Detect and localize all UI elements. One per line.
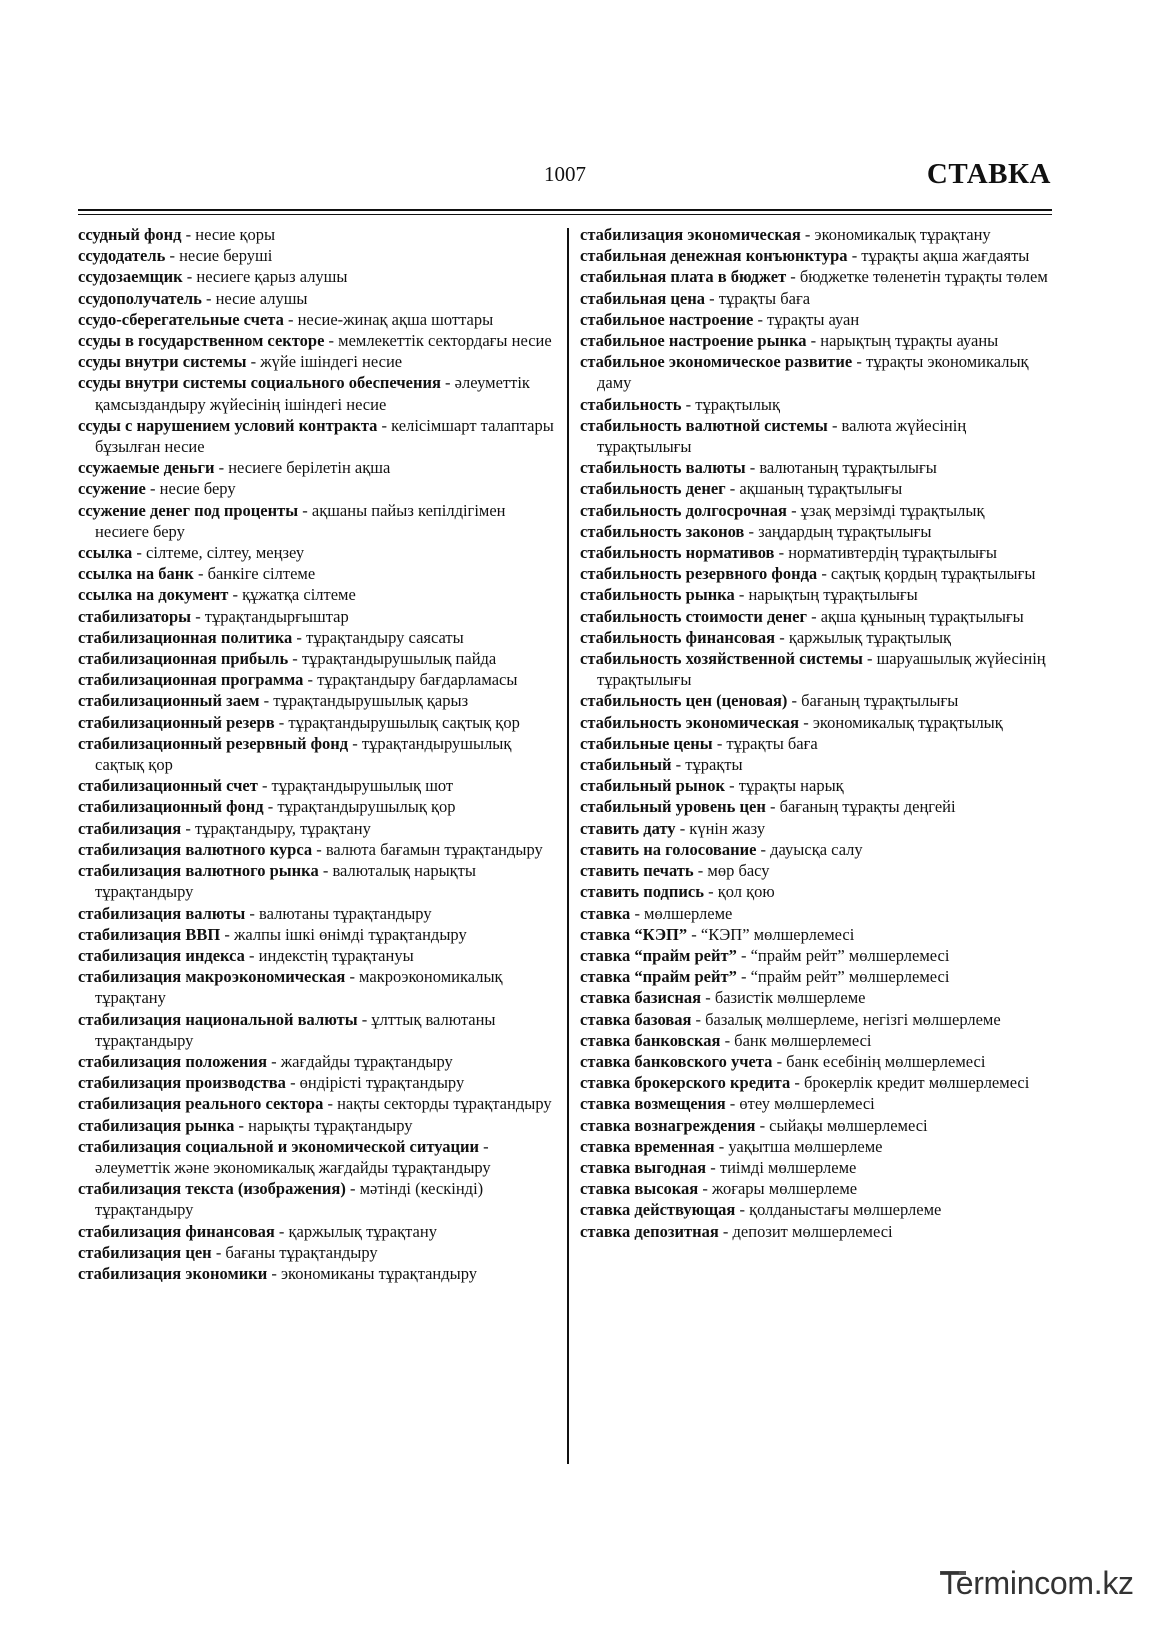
entry-term: ставить подпись	[580, 882, 704, 902]
entry-translation: - брокерлік кредит мөлшерлемесі	[790, 1073, 1030, 1093]
entry-term: ссылка на банк	[78, 564, 194, 584]
entry-translation: - несие беру	[145, 479, 236, 499]
entry-translation: - валютаны тұрақтандыру	[245, 903, 432, 923]
dictionary-entry	[580, 1157, 1058, 1178]
entry-translation: - ақшаның тұрақтылығы	[725, 479, 903, 499]
dictionary-entry	[580, 987, 1058, 1008]
dictionary-entry	[78, 1115, 558, 1136]
entry-translation: - қаржылық тұрақтылық	[775, 627, 952, 647]
dictionary-entry	[580, 563, 1058, 584]
dictionary-entry	[580, 733, 1058, 754]
entry-term: стабильность рынка	[580, 585, 735, 605]
entry-translation: - жоғары мөлшерлеме	[698, 1179, 858, 1199]
entry-translation: - ақшаны пайыз кепілдігімен несиеге беру	[95, 500, 506, 541]
entry-translation: - ақша құнының тұрақтылығы	[806, 606, 1024, 626]
entry-term: стабилизационный резерв	[78, 712, 275, 732]
entry-term: стабильность хозяйственной системы	[580, 649, 863, 669]
dictionary-entry	[580, 966, 1058, 987]
entry-translation: - “прайм рейт” мөлшерлемесі	[736, 967, 950, 987]
entry-translation: - мөр басу	[693, 861, 770, 881]
dictionary-entry	[580, 500, 1058, 521]
dictionary-entry	[78, 818, 558, 839]
entry-term: ставка депозитная	[580, 1221, 719, 1241]
dictionary-entry	[78, 903, 558, 924]
entry-translation: - өтеу мөлшерлемесі	[725, 1094, 875, 1114]
entry-translation: - валюта жүйесінің тұрақтылығы	[597, 415, 967, 457]
entry-translation: - заңдардың тұрақтылығы	[744, 521, 932, 541]
entry-translation: - тұрақтандырушылық шот	[257, 776, 454, 796]
entry-term: ссужение денег под проценты	[78, 500, 299, 520]
dictionary-entry	[580, 1072, 1058, 1093]
entry-term: стабилизационный заем	[78, 691, 260, 711]
entry-term: стабилизация	[78, 818, 182, 838]
entry-term: ставка “прайм рейт”	[580, 945, 737, 965]
entry-translation: - валюталық нарықты тұрақтандыру	[95, 861, 476, 902]
entry-translation: - күнін жазу	[675, 818, 766, 838]
dictionary-entry	[78, 648, 558, 669]
entry-term: стабилизационная прибыль	[78, 649, 289, 669]
entry-term: стабильная цена	[580, 288, 706, 308]
dictionary-entry	[78, 1072, 558, 1093]
dictionary-entry	[580, 457, 1058, 478]
entry-term: ставить на голосование	[580, 839, 757, 859]
entry-term: стабилизация ВВП	[78, 924, 221, 944]
entry-translation: - банк есебінің мөлшерлемесі	[772, 1051, 986, 1071]
entry-translation: - тұрақты нарық	[724, 776, 844, 796]
entry-term: ссудополучатель	[78, 288, 202, 308]
dictionary-entry	[78, 372, 558, 414]
dictionary-entry	[78, 1263, 558, 1284]
entry-term: стабилизация текста (изображения)	[78, 1179, 346, 1199]
entry-term: стабильность валюты	[580, 458, 746, 478]
dictionary-entry	[580, 224, 1058, 245]
entry-term: ставить дату	[580, 818, 676, 838]
entry-translation: - тұрақтандыру саясаты	[292, 627, 464, 647]
entry-term: ссылка на документ	[78, 585, 229, 605]
entry-translation: - бағаны тұрақтандыру	[211, 1242, 378, 1262]
entry-term: ссуды в государственном секторе	[78, 331, 325, 351]
dictionary-entry	[78, 245, 558, 266]
entry-translation: - валюта бағамын тұрақтандыру	[312, 839, 543, 859]
entry-translation: - базалық мөлшерлеме, негізгі мөлшерлеме	[691, 1009, 1001, 1029]
dictionary-entry	[580, 394, 1058, 415]
entry-term: ставка	[580, 903, 631, 923]
entry-translation: - нақты секторды тұрақтандыру	[323, 1094, 552, 1114]
dictionary-entry	[580, 542, 1058, 563]
entry-translation: - экономикалық тұрақтану	[800, 225, 991, 244]
entry-translation: - келісімшарт талаптары бұзылған несие	[95, 415, 554, 457]
entry-term: ставка временная	[580, 1136, 715, 1156]
entry-translation: - тұрақты	[671, 755, 743, 775]
dictionary-entry	[78, 309, 558, 330]
entry-translation: - шаруашылық жүйесінің тұрақтылығы	[597, 649, 1046, 690]
dictionary-entry	[580, 839, 1058, 860]
entry-term: ссуды внутри системы социального обеспечения	[78, 373, 441, 393]
entry-translation: - валютаның тұрақтылығы	[745, 458, 937, 478]
entry-translation: - қол қою	[703, 882, 775, 902]
dictionary-entry	[78, 1242, 558, 1263]
entry-term: ставка возмещения	[580, 1094, 726, 1114]
entry-term: стабилизационный счет	[78, 776, 258, 796]
entry-translation: - индекстің тұрақтануы	[244, 945, 414, 965]
dictionary-entry	[580, 266, 1058, 287]
entry-translation: - экономикалық тұрақтылық	[799, 712, 1003, 732]
entry-term: стабильная денежная конъюнктура	[580, 246, 848, 266]
entry-translation: - әлеуметтік және экономикалық жағдайды тұрақтандыру	[95, 1136, 491, 1177]
dictionary-entry	[580, 330, 1058, 351]
entry-translation: - несие-жинақ ақша шоттары	[283, 309, 494, 329]
entry-translation: - қаржылық тұрақтану	[274, 1221, 437, 1241]
entry-translation: - ұлттық валютаны тұрақтандыру	[95, 1009, 496, 1050]
entry-term: стабилизация экономическая	[580, 225, 801, 244]
entry-term: ссудозаемщик	[78, 267, 183, 287]
entry-translation: - сілтеме, сілтеу, меңзеу	[132, 543, 305, 563]
entry-translation: - несиеге берілетін ақша	[214, 458, 391, 478]
entry-translation: - тұрақтандырушылық пайда	[288, 649, 497, 669]
entry-translation: - тиімді мөлшерлеме	[706, 1157, 857, 1177]
entry-term: стабильный	[580, 755, 672, 775]
entry-translation: - банк мөлшерлемесі	[720, 1030, 872, 1050]
dictionary-entry	[580, 1136, 1058, 1157]
dictionary-entry	[78, 266, 558, 287]
entry-translation: - экономиканы тұрақтандыру	[267, 1263, 478, 1283]
entry-translation: - тұрақты экономикалық даму	[597, 352, 1029, 393]
header-rule	[78, 209, 1052, 211]
dictionary-entry	[78, 606, 558, 627]
entry-term: стабильность резервного фонда	[580, 564, 818, 584]
entry-translation: - нормативтердің тұрақтылығы	[774, 543, 997, 563]
entry-translation: - несие қоры	[181, 225, 276, 244]
entry-term: стабилизация национальной валюты	[78, 1009, 358, 1029]
entry-term: ссылка	[78, 543, 133, 563]
right-column	[580, 224, 1058, 1242]
entry-translation: - тұрақтандырушылық қарыз	[259, 691, 469, 711]
dictionary-entry	[580, 1093, 1058, 1114]
dictionary-entry	[580, 796, 1058, 817]
entry-term: стабилизация индекса	[78, 945, 245, 965]
entry-term: стабилизаторы	[78, 606, 192, 626]
dictionary-entry	[580, 415, 1058, 457]
entry-translation: - тұрақты баға	[712, 733, 818, 753]
dictionary-entry	[580, 1199, 1058, 1220]
dictionary-entry	[78, 563, 558, 584]
dictionary-entry	[580, 775, 1058, 796]
dictionary-entry	[580, 818, 1058, 839]
dictionary-entry	[580, 924, 1058, 945]
entry-term: стабильное настроение рынка	[580, 331, 807, 351]
dictionary-entry	[78, 669, 558, 690]
entry-term: стабильность стоимости денег	[580, 606, 807, 626]
column-divider	[567, 228, 569, 1464]
dictionary-entry	[78, 712, 558, 733]
dictionary-entry	[580, 627, 1058, 648]
entry-term: ставка выгодная	[580, 1157, 707, 1177]
dictionary-entry	[580, 606, 1058, 627]
entry-term: ссужаемые деньги	[78, 458, 215, 478]
running-head: СТАВКА	[926, 158, 1051, 190]
entry-translation: - тұрақтандыру, тұрақтану	[181, 818, 371, 838]
dictionary-entry	[78, 945, 558, 966]
logo-text: Termincom.kz	[940, 1565, 1134, 1601]
entry-translation: - мемлекеттік сектордағы несие	[324, 331, 552, 351]
dictionary-entry	[580, 1178, 1058, 1199]
dictionary-entry	[78, 1009, 558, 1051]
entry-translation: - тұрақтылық	[681, 394, 780, 414]
entry-translation: - банкіге сілтеме	[193, 564, 316, 584]
dictionary-entry	[580, 881, 1058, 902]
dictionary-entry	[580, 309, 1058, 330]
entry-term: ставка банковская	[580, 1030, 721, 1050]
entry-translation: - тұрақты ауан	[753, 309, 860, 329]
entry-term: стабильность долгосрочная	[580, 500, 787, 520]
entry-translation: - сыйақы мөлшерлемесі	[755, 1115, 928, 1135]
page-number: 1007	[544, 162, 586, 186]
dictionary-entry	[78, 288, 558, 309]
dictionary-entry	[78, 1221, 558, 1242]
dictionary-entry	[78, 860, 558, 902]
entry-term: ссудо-сберегательные счета	[78, 309, 284, 329]
entry-translation: - бағаның тұрақтылығы	[787, 691, 959, 711]
entry-term: стабилизация производства	[78, 1073, 286, 1093]
entry-term: ставка базовая	[580, 1009, 692, 1029]
dictionary-entry	[78, 796, 558, 817]
entry-term: ставка действующая	[580, 1200, 736, 1220]
dictionary-entry	[78, 1093, 558, 1114]
entry-term: стабильность нормативов	[580, 543, 775, 563]
entry-translation: - “КЭП” мөлшерлемесі	[687, 924, 855, 944]
entry-translation: - дауысқа салу	[756, 839, 863, 859]
entry-term: ссудодатель	[78, 246, 166, 266]
entry-term: ставка высокая	[580, 1179, 699, 1199]
dictionary-entry	[78, 627, 558, 648]
entry-translation: - қолданыстағы мөлшерлеме	[735, 1200, 942, 1220]
entry-translation: - нарықты тұрақтандыру	[234, 1115, 413, 1135]
entry-term: стабильность денег	[580, 479, 726, 499]
dictionary-entry	[78, 966, 558, 1008]
dictionary-entry	[78, 457, 558, 478]
dictionary-entry	[580, 245, 1058, 266]
entry-translation: - депозит мөлшерлемесі	[718, 1221, 893, 1241]
entry-term: ставить печать	[580, 861, 694, 881]
dictionary-entry	[78, 330, 558, 351]
entry-translation: - нарықтың тұрақты ауаны	[806, 331, 999, 351]
entry-term: стабилизация финансовая	[78, 1221, 275, 1241]
dictionary-entry	[580, 754, 1058, 775]
entry-translation: - тұрақтандырғыштар	[191, 606, 349, 626]
entry-translation: - тұрақтандыру бағдарламасы	[303, 670, 518, 690]
entry-term: стабильное настроение	[580, 309, 754, 329]
header-rule-thin	[78, 214, 1052, 215]
entry-term: ставка “КЭП”	[580, 924, 688, 944]
entry-term: стабильность финансовая	[580, 627, 776, 647]
dictionary-entry	[580, 1221, 1058, 1242]
entry-term: стабилизация социальной и экономической ситуации	[78, 1136, 480, 1156]
entry-translation: - уақытша мөлшерлеме	[714, 1136, 883, 1156]
entry-term: стабилизационный резервный фонд	[78, 733, 349, 753]
entry-translation: - тұрақты ақша жағдаяты	[847, 246, 1030, 266]
dictionary-entry	[580, 1115, 1058, 1136]
entry-term: стабилизация цен	[78, 1242, 212, 1262]
entry-term: стабильные цены	[580, 733, 713, 753]
entry-term: стабилизационная политика	[78, 627, 293, 647]
entry-translation: - нарықтың тұрақтылығы	[734, 585, 918, 605]
entry-translation: - бюджетке төленетін тұрақты төлем	[786, 267, 1048, 287]
dictionary-entry	[580, 648, 1058, 690]
entry-translation: - бағаның тұрақты деңгейі	[765, 797, 956, 817]
entry-translation: - тұрақтандырушылық қор	[263, 797, 456, 817]
dictionary-entry	[78, 1136, 558, 1178]
entry-term: ссуды с нарушением условий контракта	[78, 415, 378, 435]
dictionary-entry	[78, 584, 558, 605]
entry-translation: - өндірісті тұрақтандыру	[285, 1073, 465, 1093]
entry-term: ставка “прайм рейт”	[580, 967, 737, 987]
entry-term: стабилизация рынка	[78, 1115, 235, 1135]
entry-term: стабилизация валюты	[78, 903, 246, 923]
entry-translation: - әлеуметтік қамсыздандыру жүйесінің ішіндегі несие	[95, 373, 530, 414]
dictionary-entry	[580, 1009, 1058, 1030]
entry-term: ставка брокерского кредита	[580, 1073, 791, 1093]
dictionary-entry	[78, 733, 558, 775]
dictionary-entry	[580, 712, 1058, 733]
entry-translation: - тұрақтандырушылық сақтық қор	[274, 712, 520, 732]
entry-term: стабильная плата в бюджет	[580, 267, 787, 287]
dictionary-entry	[78, 478, 558, 499]
entry-term: стабильность цен (ценовая)	[580, 691, 788, 711]
entry-term: стабильное экономическое развитие	[580, 352, 853, 372]
entry-translation: - құжатқа сілтеме	[228, 585, 356, 605]
entry-translation: - сақтық қордың тұрақтылығы	[817, 564, 1036, 584]
entry-translation: - несиеге қарыз алушы	[182, 267, 348, 287]
dictionary-entry	[78, 224, 558, 245]
entry-term: стабилизация положения	[78, 1051, 267, 1071]
dictionary-entry	[580, 351, 1058, 393]
entry-term: стабильный рынок	[580, 776, 725, 796]
dictionary-entry	[78, 1051, 558, 1072]
dictionary-entry	[78, 542, 558, 563]
dictionary-entry	[580, 945, 1058, 966]
entry-translation: - базистік мөлшерлеме	[701, 988, 866, 1008]
entry-term: стабилизация валютного рынка	[78, 861, 319, 881]
termincom-logo	[940, 1565, 1144, 1611]
entry-term: стабилизация реального сектора	[78, 1094, 324, 1114]
entry-translation: - мәтінді (кескінді) тұрақтандыру	[95, 1179, 484, 1220]
entry-term: ставка вознагреждения	[580, 1115, 756, 1135]
dictionary-entry	[580, 478, 1058, 499]
dictionary-entry	[580, 521, 1058, 542]
entry-term: стабильность	[580, 394, 682, 414]
entry-term: стабильность законов	[580, 521, 745, 541]
dictionary-entry	[580, 1051, 1058, 1072]
entry-term: стабилизационный фонд	[78, 797, 264, 817]
dictionary-entry	[580, 288, 1058, 309]
dictionary-entry	[78, 839, 558, 860]
entry-term: ставка банковского учета	[580, 1051, 773, 1071]
entry-term: ставка базисная	[580, 988, 702, 1008]
entry-translation: - жүйе ішіндегі несие	[246, 352, 403, 372]
dictionary-entry	[580, 860, 1058, 881]
entry-term: ссудный фонд	[78, 225, 182, 244]
entry-translation: - макроэкономикалық тұрақтану	[95, 967, 503, 1008]
entry-translation: - мөлшерлеме	[630, 903, 733, 923]
dictionary-entry	[78, 415, 558, 457]
entry-term: стабилизация экономики	[78, 1263, 268, 1283]
dictionary-entry	[580, 690, 1058, 711]
dictionary-entry	[78, 690, 558, 711]
entry-translation: - жалпы ішкі өнімді тұрақтандыру	[220, 924, 467, 944]
dictionary-entry	[580, 584, 1058, 605]
entry-translation: - “прайм рейт” мөлшерлемесі	[736, 945, 950, 965]
dictionary-entry	[580, 903, 1058, 924]
dictionary-entry	[78, 924, 558, 945]
entry-term: стабильный уровень цен	[580, 797, 766, 817]
entry-term: ссуды внутри системы	[78, 352, 247, 372]
dictionary-entry	[78, 500, 558, 542]
entry-term: ссужение	[78, 479, 146, 499]
entry-term: стабильность валютной системы	[580, 415, 828, 435]
entry-translation: - несие алушы	[201, 288, 308, 308]
entry-translation: - ұзақ мерзімді тұрақтылық	[786, 500, 985, 520]
entry-term: стабилизация макроэкономическая	[78, 967, 346, 987]
dictionary-entry	[78, 775, 558, 796]
entry-translation: - тұрақтандырушылық сақтық қор	[95, 733, 512, 775]
entry-translation: - несие беруші	[165, 246, 273, 266]
entry-term: стабилизационная программа	[78, 670, 304, 690]
entry-translation: - жағдайды тұрақтандыру	[267, 1051, 453, 1071]
dictionary-entry	[580, 1030, 1058, 1051]
entry-translation: - тұрақты баға	[705, 288, 811, 308]
left-column	[78, 224, 558, 1284]
dictionary-entry	[78, 1178, 558, 1220]
entry-term: стабилизация валютного курса	[78, 839, 313, 859]
dictionary-entry	[78, 351, 558, 372]
entry-term: стабильность экономическая	[580, 712, 800, 732]
